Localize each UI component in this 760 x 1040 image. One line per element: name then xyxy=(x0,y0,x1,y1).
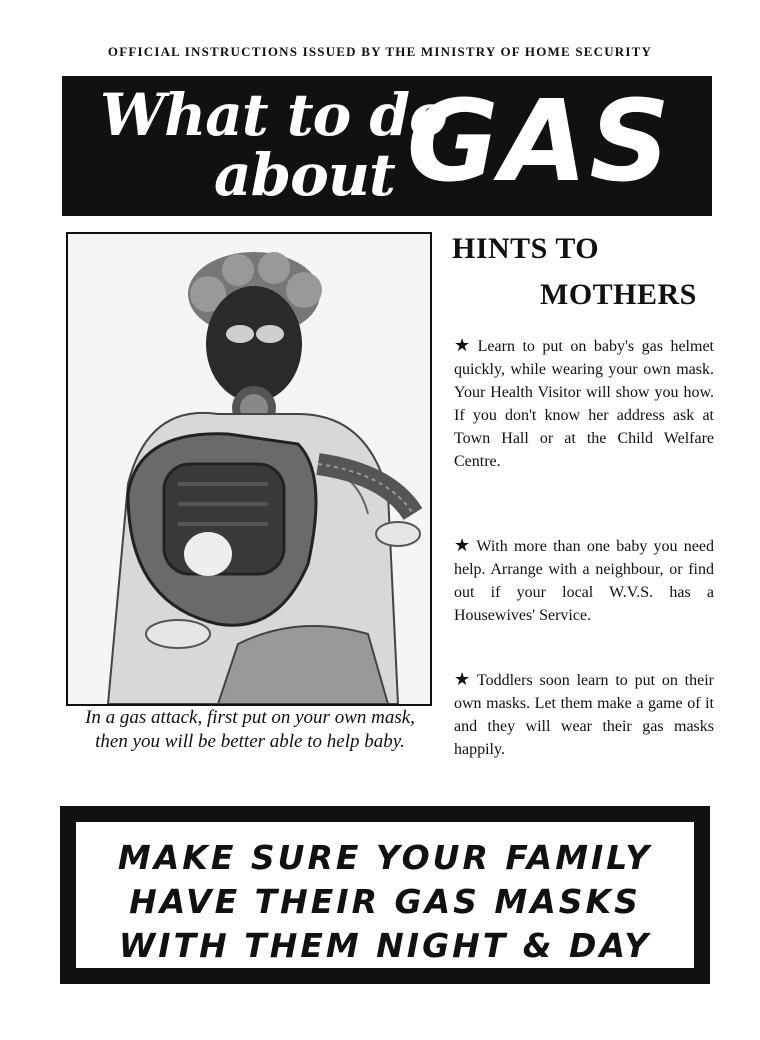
reminder-line-3: WITH THEM NIGHT & DAY xyxy=(118,926,652,965)
reminder-box xyxy=(60,806,710,984)
star-icon: ★ xyxy=(454,535,473,555)
reminder-line-1: MAKE SURE YOUR FAMILY xyxy=(117,838,653,877)
hints-title-line-1: HINTS TO xyxy=(452,232,600,265)
banner-gas: GAS xyxy=(406,77,672,207)
hint-text: With more than one baby you need help. Arrange with a neighbour, or find out if your local W.V.S. has a Housewives' Service. xyxy=(454,538,715,624)
title-banner xyxy=(62,76,712,216)
banner-line-2: about xyxy=(214,141,395,209)
reminder-line-2: HAVE THEIR GAS MASKS xyxy=(129,882,641,921)
mother-gas-mask-illustration xyxy=(66,232,432,706)
hint-item xyxy=(454,334,714,473)
banner-line-1: What to do xyxy=(100,81,447,149)
star-icon: ★ xyxy=(454,669,473,689)
reminder-box-inner xyxy=(74,820,696,970)
hint-item xyxy=(454,534,714,627)
illustration-caption: In a gas attack, first put on your own mask, then you will be better able to help baby. xyxy=(85,707,415,752)
hint-item xyxy=(454,668,714,761)
hints-title-line-2: MOTHERS xyxy=(540,278,697,311)
star-icon: ★ xyxy=(454,335,474,355)
ministry-header: OFFICIAL INSTRUCTIONS ISSUED BY THE MINISTRY OF HOME SECURITY xyxy=(107,44,653,59)
hint-text: Toddlers soon learn to put on their own masks. Let them make a game of it and they will wear their gas masks happily. xyxy=(454,672,714,758)
hint-text: Learn to put on baby's gas helmet quickly, while wearing your own mask. Your Health Visitor will show you how. If you don't know her address ask at Town Hall or at the Child Welfare Centre. xyxy=(454,338,714,470)
